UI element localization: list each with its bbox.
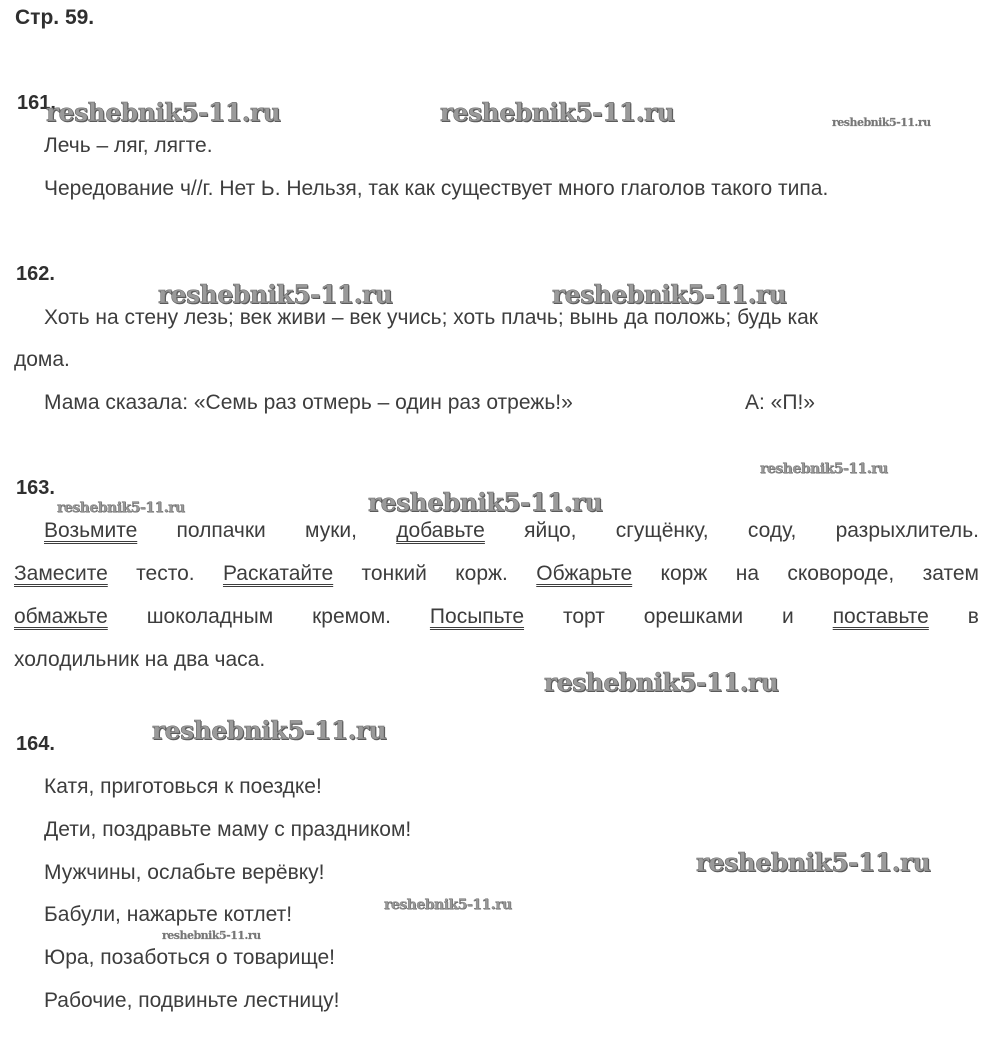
page-label: Стр. 59. [15,6,95,29]
watermark: reshebnik5-11.ru [384,897,512,913]
watermark: reshebnik5-11.ru [158,280,393,309]
exercise-162-line-1 [14,306,979,330]
word: корж [660,562,708,585]
exercise-163-number: 163. [16,477,55,499]
verb-underlined: поставьте [832,605,929,628]
word: шоколадным [146,605,274,628]
verb-underlined: Замесите [14,562,108,585]
word: на [735,562,759,585]
watermark: reshebnik5-11.ru [368,488,603,517]
watermark: reshebnik5-11.ru [696,848,931,877]
exercise-162-answer: А: «П!» [745,391,815,414]
watermark: reshebnik5-11.ru [832,116,931,129]
exercise-164-line: Катя, приготовься к поездке! [44,775,322,798]
word: муки, [305,519,357,542]
word: в [967,605,979,628]
word: тонкий [361,562,427,585]
watermark: reshebnik5-11.ru [152,716,387,745]
exercise-164-line: Рабочие, подвиньте лестницу! [44,989,340,1012]
verb-underlined: Раскатайте [222,562,334,585]
exercise-164-line: Дети, поздравьте маму с праздником! [44,818,412,841]
watermark: reshebnik5-11.ru [552,280,787,309]
word: корж. [455,562,508,585]
word: торт [562,605,605,628]
exercise-163-row-2 [14,562,979,586]
word: затем [922,562,979,585]
exercise-163-row-3 [14,605,979,629]
exercise-164-line: Юра, позаботься о товарище! [44,946,336,969]
watermark: reshebnik5-11.ru [440,98,675,127]
word: орешками [643,605,744,628]
verb-underlined: Посыпьте [429,605,525,628]
word: разрыхлитель. [835,519,979,542]
exercise-163-row-1 [44,519,979,543]
watermark: reshebnik5-11.ru [162,929,261,942]
exercise-161-line-2: Чередование ч//г. Нет Ь. Нельзя, так как существует много глаголов такого типа. [44,177,829,200]
exercise-162-line-3: Мама сказала: «Семь раз отмерь – один раз отрежь!» [44,391,573,414]
exercise-164-line: Бабули, нажарьте котлет! [44,903,293,926]
word: сковороде, [787,562,895,585]
watermark: reshebnik5-11.ru [46,98,281,127]
verb-underlined: Возьмите [44,519,138,542]
word: кремом. [312,605,392,628]
watermark: reshebnik5-11.ru [544,668,779,697]
exercise-162-line-1-text: Хоть на стену лезь; век живи – век учись; хоть плачь; вынь да положь; будь как [44,306,818,329]
verb-underlined: обмажьте [14,605,108,628]
exercise-162-number: 162. [16,263,55,285]
watermark: reshebnik5-11.ru [760,461,888,477]
exercise-163-row-4: холодильник на два часа. [14,648,266,671]
word: тесто. [136,562,195,585]
watermark: reshebnik5-11.ru [57,500,185,516]
word: сгущёнку, [615,519,709,542]
word: соду, [747,519,797,542]
word: и [782,605,794,628]
verb-underlined: добавьте [396,519,485,542]
exercise-161-number: 161. [17,92,56,114]
exercise-162-line-2: дома. [14,348,70,371]
exercise-164-number: 164. [16,733,55,755]
verb-underlined: Обжарьте [536,562,633,585]
word: полпачки [176,519,266,542]
exercise-161-line-1: Лечь – ляг, лягте. [44,134,213,157]
exercise-164-line: Мужчины, ослабьте верёвку! [44,861,325,884]
word: яйцо, [524,519,577,542]
